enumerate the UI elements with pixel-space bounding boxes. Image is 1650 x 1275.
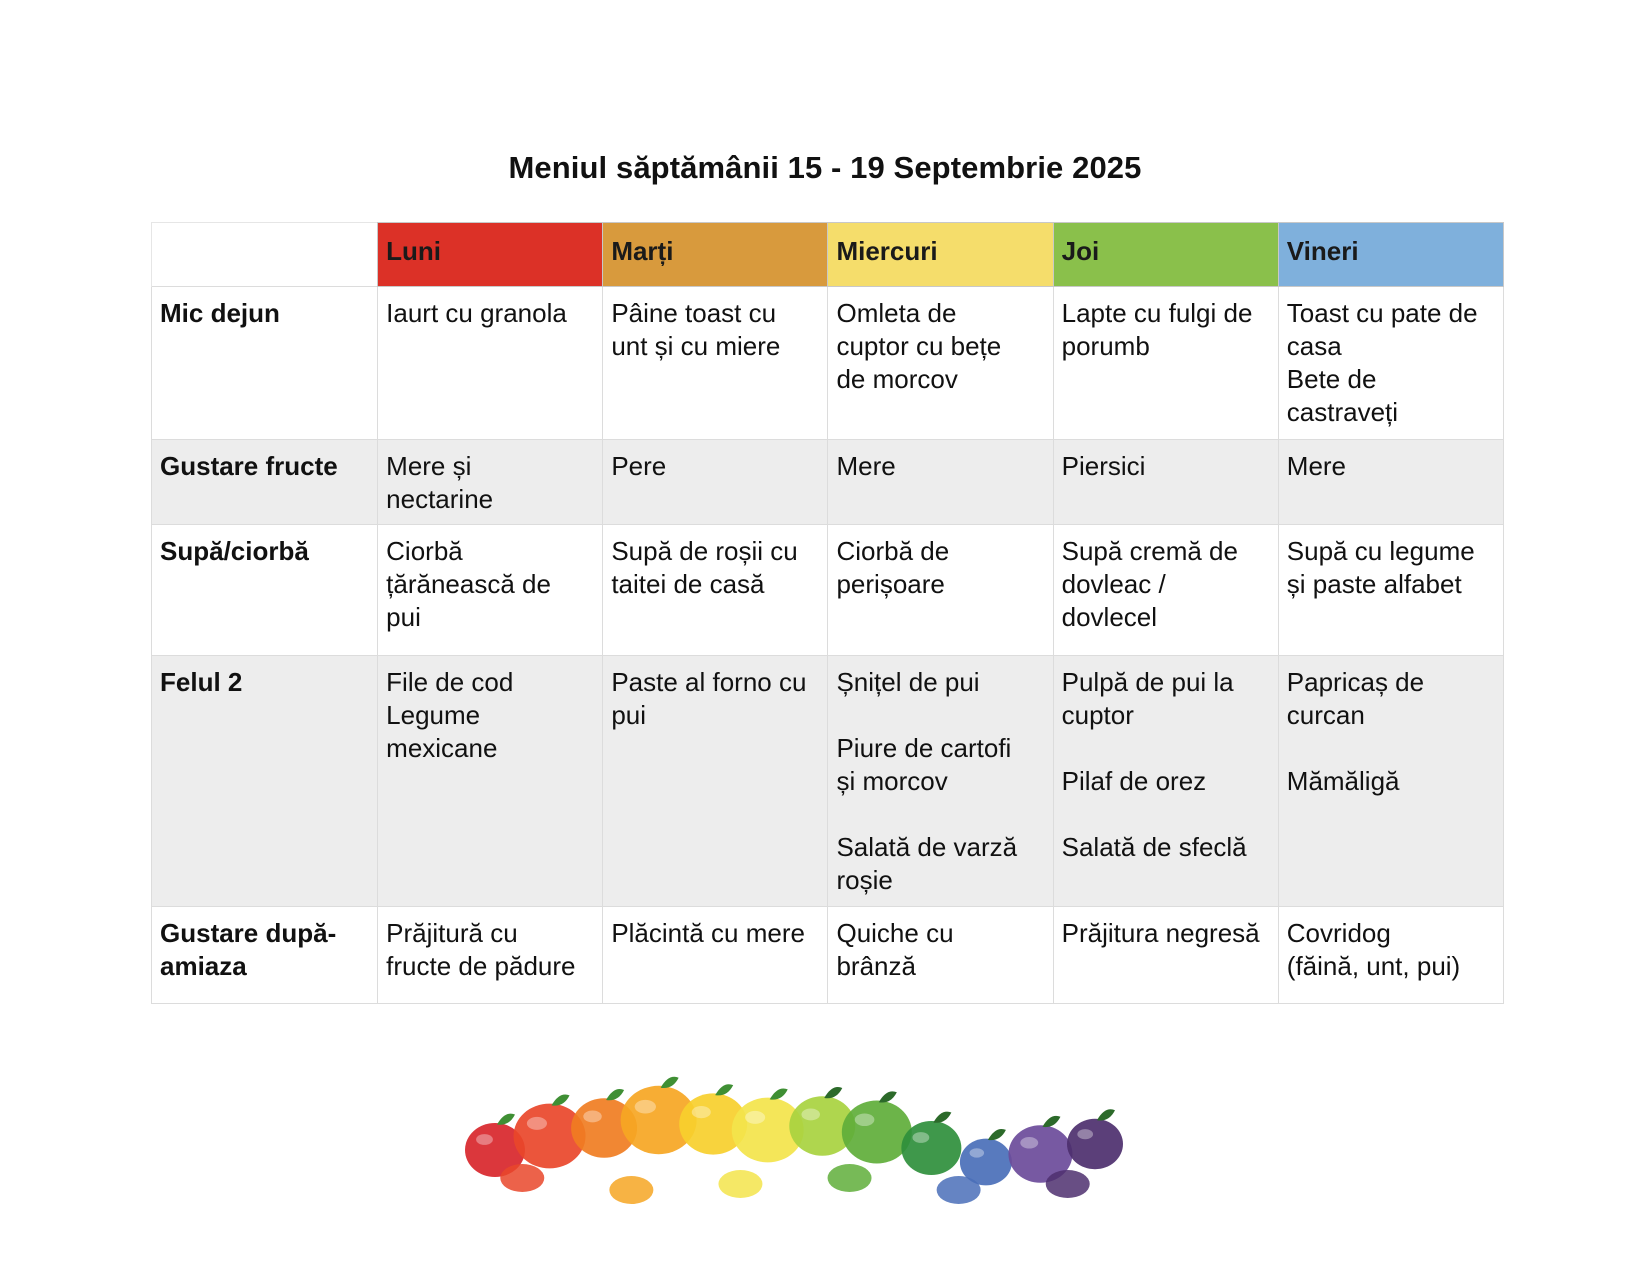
produce-highlight	[745, 1111, 765, 1124]
cell-line: unt și cu miere	[611, 331, 781, 361]
meal-label: Gustare fructe	[152, 440, 378, 525]
cell-line: porumb	[1061, 331, 1150, 361]
meal-cell	[828, 656, 1053, 907]
cell-line: Toast cu pate de	[1286, 298, 1478, 328]
produce-highlight	[527, 1117, 547, 1130]
cell-line: perișoare	[836, 569, 945, 599]
cell-line	[1062, 732, 1270, 765]
meal-cell	[1278, 287, 1503, 440]
meal-cell	[1053, 287, 1278, 440]
cell-line: dovlecel	[1061, 602, 1158, 632]
meal-label: Supă/ciorbă	[152, 525, 378, 656]
meal-cell	[1053, 440, 1278, 525]
cell-line: pui	[386, 602, 421, 632]
cell-line: Covridog	[1286, 918, 1391, 948]
meal-cell	[378, 907, 603, 1004]
produce-shape	[828, 1164, 872, 1192]
meal-cell	[828, 907, 1053, 1004]
leaf-shape	[606, 1089, 624, 1100]
cell-line: Pulpă de pui la	[1061, 667, 1234, 697]
meal-cell	[828, 440, 1053, 525]
leaf-shape	[824, 1087, 842, 1098]
fruit-vegetable-illustration	[455, 1058, 1135, 1228]
meal-cell	[1278, 656, 1503, 907]
leaf-shape	[879, 1091, 897, 1102]
meal-cell	[1053, 656, 1278, 907]
cell-line: Prăjitura negresă	[1061, 918, 1260, 948]
cell-line: Paste al forno cu	[611, 667, 807, 697]
cell-line: și morcov	[836, 766, 948, 796]
cell-line: Lapte cu fulgi de	[1061, 298, 1253, 328]
cell-line: Omleta de	[836, 298, 957, 328]
cell-line: brânză	[836, 951, 916, 981]
leaf-shape	[497, 1114, 515, 1125]
produce-highlight	[1020, 1137, 1038, 1149]
produce-highlight	[801, 1109, 819, 1121]
day-header-row	[152, 223, 1504, 287]
produce-shape	[937, 1176, 981, 1204]
cell-line: Pâine toast cu	[611, 298, 777, 328]
cell-line: Supă cu legume	[1286, 536, 1475, 566]
produce-highlight	[855, 1113, 875, 1126]
cell-line: Pere	[611, 451, 667, 481]
produce-highlight	[476, 1134, 493, 1145]
produce-shape	[718, 1170, 762, 1198]
meal-cell	[1278, 440, 1503, 525]
produce-shape	[842, 1101, 912, 1164]
cell-line: roșie	[836, 865, 893, 895]
produce-highlight	[1077, 1129, 1093, 1139]
cell-line: Piersici	[1061, 451, 1146, 481]
cell-line: Salată de sfeclă	[1061, 832, 1247, 862]
cell-line: și paste alfabet	[1286, 569, 1462, 599]
cell-line: taitei de casă	[611, 569, 765, 599]
meal-row-gustare-dupa-amiaza	[152, 907, 1504, 1004]
cell-line: de morcov	[836, 364, 958, 394]
cell-line: Gustare după-	[160, 918, 337, 948]
meal-label: Felul 2	[152, 656, 378, 907]
cell-line: curcan	[1286, 700, 1365, 730]
cell-line: Plăcintă cu mere	[611, 918, 805, 948]
meal-cell	[603, 907, 828, 1004]
meal-cell	[603, 287, 828, 440]
weekly-menu-table	[151, 222, 1504, 1004]
cell-line: Bete de	[1286, 364, 1377, 394]
meal-cell	[828, 525, 1053, 656]
cell-line: Prăjitură cu	[386, 918, 518, 948]
cell-line: castraveți	[1286, 397, 1399, 427]
cell-line: Salată de varză	[836, 832, 1018, 862]
cell-line: cuptor cu bețe	[836, 331, 1002, 361]
leaf-shape	[1097, 1109, 1115, 1120]
cell-line: cuptor	[1061, 700, 1134, 730]
cell-line: nectarine	[386, 484, 494, 514]
page-title: Meniul săptămânii 15 - 19 Septembrie 2025	[508, 150, 1142, 185]
cell-line: Iaurt cu granola	[386, 298, 567, 328]
produce-shape	[1067, 1119, 1123, 1169]
cell-line: amiaza	[160, 951, 247, 981]
cell-line	[1062, 798, 1270, 831]
cell-line: Ciorbă	[386, 536, 463, 566]
meal-cell	[1053, 907, 1278, 1004]
cell-line: Legume	[386, 700, 481, 730]
cell-line: Supă cremă de	[1061, 536, 1238, 566]
meal-cell	[1278, 907, 1503, 1004]
meal-row-supa-ciorba	[152, 525, 1504, 656]
meal-label	[152, 907, 378, 1004]
leaf-shape	[988, 1129, 1006, 1140]
cell-line: mexicane	[386, 733, 498, 763]
produce-highlight	[635, 1100, 656, 1114]
produce-highlight	[970, 1148, 985, 1157]
leaf-shape	[933, 1112, 951, 1123]
meal-cell	[603, 656, 828, 907]
produce-highlight	[692, 1106, 711, 1118]
cell-line: Piure de cartofi	[836, 733, 1012, 763]
day-header-marti: Marți	[603, 223, 828, 287]
meal-row-gustare-fructe	[152, 440, 1504, 525]
cell-line: Mere	[1286, 451, 1347, 481]
cell-line: Pilaf de orez	[1061, 766, 1207, 796]
cell-line: Mere	[836, 451, 896, 481]
cell-line: casa	[1286, 331, 1342, 361]
cell-line: File de cod	[386, 667, 514, 697]
meal-cell	[1278, 525, 1503, 656]
cell-line: Șnițel de pui	[836, 667, 980, 697]
produce-highlight	[912, 1132, 929, 1143]
cell-line: (făină, unt, pui)	[1286, 951, 1461, 981]
cell-line	[836, 798, 1044, 831]
meal-cell	[1053, 525, 1278, 656]
cell-line: Mămăligă	[1286, 766, 1400, 796]
leaf-shape	[770, 1089, 788, 1100]
day-header-luni: Luni	[378, 223, 603, 287]
cell-line: țărănească de	[386, 569, 551, 599]
meal-row-felul-2	[152, 656, 1504, 907]
meal-cell	[378, 440, 603, 525]
cell-line: Supă de roșii cu	[611, 536, 798, 566]
produce-shape	[1046, 1170, 1090, 1198]
corner-cell	[152, 223, 378, 287]
leaf-shape	[661, 1077, 679, 1088]
cell-line: Quiche cu	[836, 918, 954, 948]
cell-line: fructe de pădure	[386, 951, 576, 981]
day-header-miercuri: Miercuri	[828, 223, 1053, 287]
produce-shape	[901, 1121, 961, 1175]
meal-label: Mic dejun	[152, 287, 378, 440]
cell-line: dovleac /	[1061, 569, 1166, 599]
cell-line	[1287, 732, 1495, 765]
meal-cell	[378, 525, 603, 656]
meal-row-mic-dejun	[152, 287, 1504, 440]
cell-line: Ciorbă de	[836, 536, 950, 566]
fruit-vegetable-art	[455, 1058, 1135, 1228]
meal-cell	[828, 287, 1053, 440]
produce-highlight	[583, 1111, 601, 1123]
produce-shape	[609, 1176, 653, 1204]
leaf-shape	[1042, 1116, 1060, 1127]
cell-line	[836, 699, 1044, 732]
cell-line: pui	[611, 700, 647, 730]
day-header-joi: Joi	[1053, 223, 1278, 287]
meal-cell	[603, 440, 828, 525]
cell-line: Mere și	[386, 451, 472, 481]
leaf-shape	[715, 1084, 733, 1095]
cell-line: Papricaș de	[1286, 667, 1425, 697]
meal-cell	[378, 656, 603, 907]
leaf-shape	[552, 1095, 570, 1106]
meal-cell	[603, 525, 828, 656]
meal-cell	[378, 287, 603, 440]
day-header-vineri: Vineri	[1278, 223, 1503, 287]
produce-shape	[500, 1164, 544, 1192]
